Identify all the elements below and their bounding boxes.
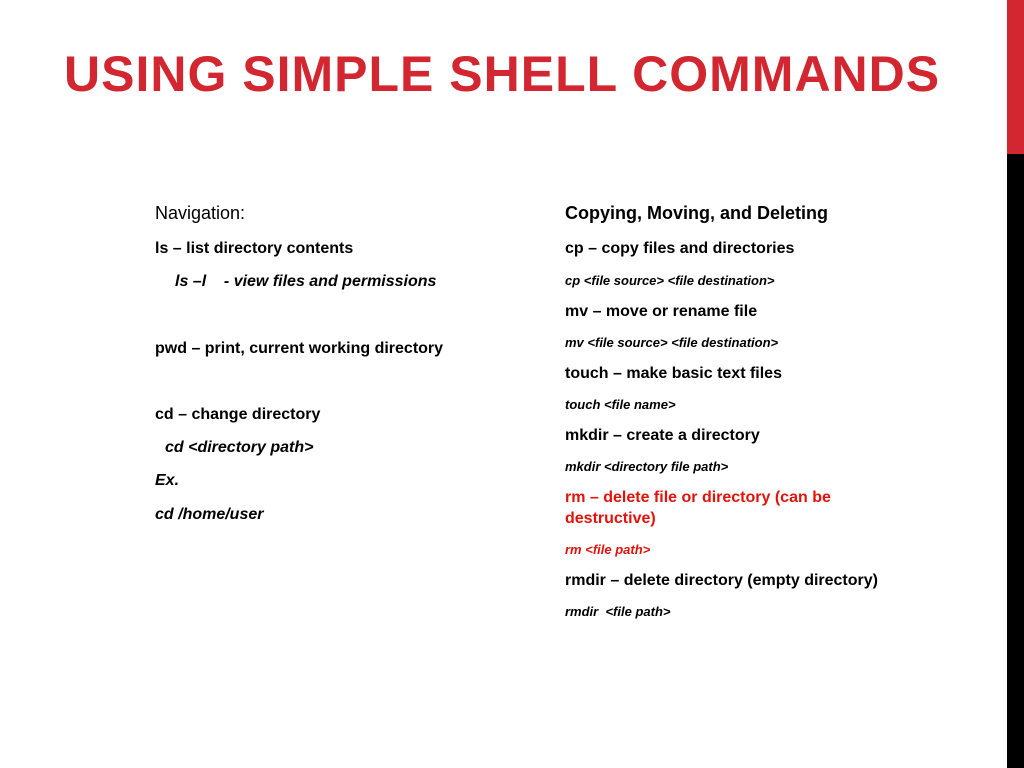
ls-command: ls – list directory contents — [155, 240, 354, 257]
cd-usage: cd <directory path> — [165, 439, 314, 456]
mv-usage: mv <file source> <file destination> — [565, 335, 779, 350]
rm-command: rm – delete file or directory (can be destructive) — [565, 489, 831, 527]
cp-command: cp – copy files and directories — [565, 240, 795, 257]
slide-title: USING SIMPLE SHELL COMMANDS — [64, 46, 941, 102]
example-label: Ex. — [155, 472, 180, 489]
touch-command: touch – make basic text files — [565, 365, 782, 382]
mkdir-usage: mkdir <directory file path> — [565, 459, 729, 474]
touch-usage: touch <file name> — [565, 397, 676, 412]
cd-example: cd /home/user — [155, 506, 264, 523]
accent-bar-black — [1007, 154, 1024, 768]
mv-command: mv – move or rename file — [565, 303, 758, 320]
rm-usage: rm <file path> — [565, 542, 651, 557]
navigation-heading: Navigation: — [155, 203, 246, 223]
navigation-column — [155, 200, 515, 523]
cp-usage: cp <file source> <file destination> — [565, 273, 775, 288]
ls-l-command: ls –l - view files and permissions — [175, 273, 437, 290]
file-operations-heading: Copying, Moving, and Deleting — [565, 203, 828, 223]
cd-command: cd – change directory — [155, 406, 321, 423]
rmdir-command: rmdir – delete directory (empty directory) — [565, 572, 878, 589]
mkdir-command: mkdir – create a directory — [565, 427, 760, 444]
accent-bar-red — [1007, 0, 1024, 154]
pwd-command: pwd – print, current working directory — [155, 340, 444, 357]
rmdir-usage: rmdir <file path> — [565, 604, 671, 619]
file-operations-column — [565, 200, 925, 619]
